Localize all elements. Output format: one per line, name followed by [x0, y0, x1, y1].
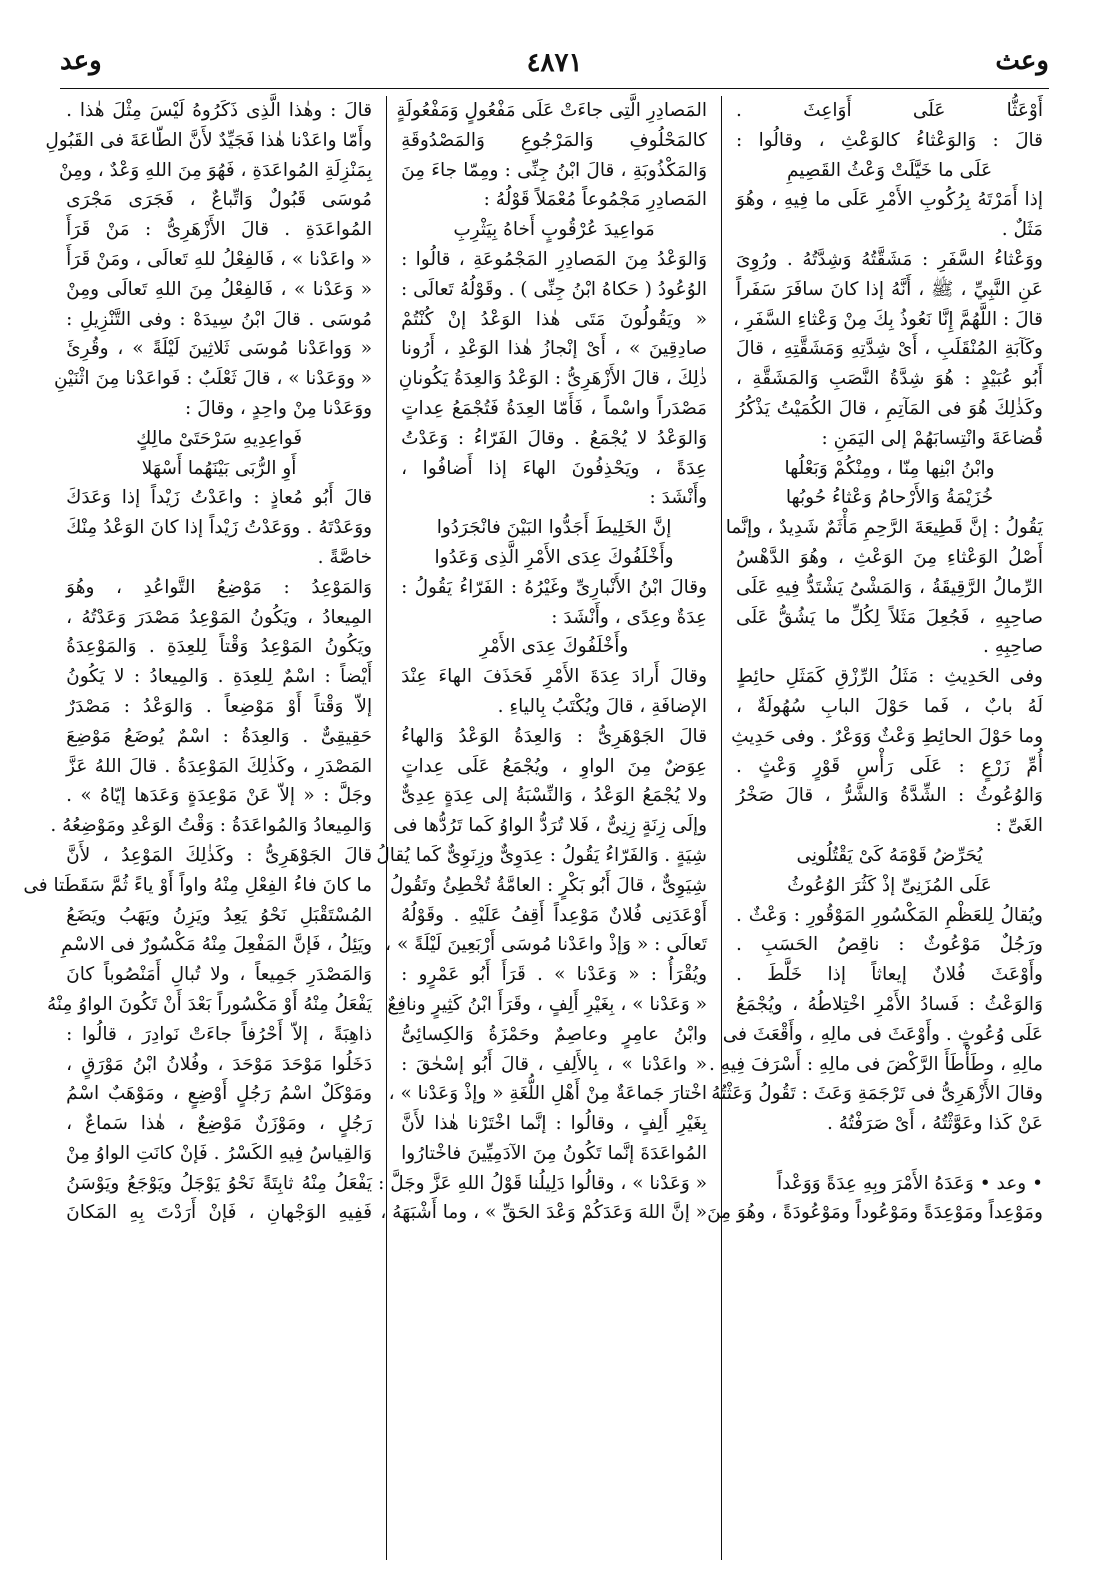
text-line: وَالمَوْعِدُ : مَوْضِعُ التَّواعُدِ ، وهُوَ: [66, 576, 373, 598]
text-line: قالَ : اللَّهُمَّ إِنَّا نَعُوذُ بِكَ مِنْ وَعْثاءِ السَّفَرِ ،: [732, 308, 1043, 330]
text-line: اخْتارَ جَماعَةٌ مِنْ أَهْلِ اللُّغَةِ « وإذْ وَعَدْنا » ،: [388, 1083, 708, 1105]
text-line: بِمَنْزِلَةِ المُواعَدَةِ ، فَهُوَ مِنَ اللهِ وَعْدٌ ، ومِنْ: [58, 159, 373, 181]
text-line: عِدَةً ، ويَحْذِفُونَ الهاءَ إذا أَضافُوا ،: [401, 457, 708, 479]
text-line: مَثَلٌ .: [1001, 219, 1043, 241]
text-line: أَوْعَثُّا عَلَى أَوَاعِثَ .: [736, 100, 1043, 121]
text-line: وأَخْلَفُوكَ عِدَى الأَمْرِ الَّذِى وَعَدُوا: [434, 546, 674, 568]
text-column-middle: [376, 96, 722, 1560]
text-line: أُمِّ زَرْعٍ : عَلَى رَأْسِ قَوْرٍ وَعْثٍ .: [736, 755, 1043, 777]
text-line: « ويَقُولُونَ مَتَى هٰذا الوَعْدُ إنْ كُنْتُمْ: [401, 308, 708, 330]
text-line: مُوسَى قَبُولٌ وَاتِّباعٌ ، فَجَرَى مَجْرَى: [66, 189, 373, 211]
text-line: أَيْضاً : اسْمٌ لِلعِدَةِ . وَالمِيعادُ : لا يَكُونُ: [66, 666, 373, 688]
text-line: الإضافَةِ ، قالَ ويُكْتَبُ بِالياءِ .: [497, 695, 708, 717]
text-line: وإلَى زِنَةٍ زِنِىٌّ ، فَلا تُرَدُّ الواوُ كَما تَرُدُّها فى: [393, 815, 708, 837]
text-line: مَصْدَراً واسْماً ، فَأَمّا العِدَةُ فَتُجْمَعُ عِداتٍ: [401, 397, 708, 419]
text-line: المِيعادُ ، ويَكُونُ المَوْعِدُ مَصْدَرَ وَعَدْتُهُ ،: [66, 606, 373, 628]
text-line: الوُعُودُ ( حَكاهُ ابْنُ جِنِّى ) . وقَوْلُهُ تَعالَى :: [400, 278, 708, 300]
page-header: [60, 40, 1049, 100]
text-line: عَلَى ما خَيَّلَتْ وَعْثُ القَصِيمِ: [786, 159, 993, 181]
text-line: يُحَرِّضُ قَوْمَهُ كَىْ يَقْتُلُونِى: [796, 844, 983, 866]
text-line: عَلَى وُعُوثٍ . وأَوْعَثَ فى مالِهِ ، وأَقْعَثَ فى: [722, 1023, 1043, 1045]
text-line: الرِّمالُ الرَّقِيقَةُ ، وَالمَشْىُ يَشْتَدُّ فِيهِ عَلَى: [736, 576, 1043, 598]
text-line: وكَآبَةِ المُنْقَلَبِ ، أَىْ شِدَّتِهِ وَمَشَقَّتِهِ ، قالَ: [736, 338, 1043, 360]
text-line: عَلَى المُزَنِىِّ إذْ كَثُرَ الوُعُوثُ: [787, 874, 992, 896]
text-line: إنَّ الخَلِيطَ أَجَدُّوا البَيْنَ فانْجَرَدُوا: [436, 517, 672, 539]
text-line: ولا يُجْمَعُ الوَعْدُ ، وَالنِّسْبَةُ إلى عِدَةٍ عِدِىٌّ: [401, 785, 708, 807]
text-line: [736, 1139, 1043, 1169]
text-line: صادِقِينَ » ، أَىْ إنْجازُ هٰذا الوَعْدِ ، أَرُونا: [401, 338, 708, 360]
text-line: وَالمَصْدَرِ جَمِيعاً ، ولا تُبالِ أَمَنْصُوباً كانَ: [66, 964, 373, 986]
text-line: إذا أَمَرْتَهُ بِرُكُوبِ الأَمْرِ عَلَى ما فِيهِ ، وهُوَ: [736, 189, 1043, 211]
text-line: مَواعِيدَ عُرْقُوبٍ أَخاهُ بِيَثْرِبِ: [453, 219, 655, 241]
text-line: شِيَةٍ . وَالفَرّاءُ يَقُولُ : عِدَوِىٌّ وزِنَوِىٌّ كَما يُقالُ: [376, 844, 708, 866]
text-line: • وعد • وَعَدَهُ الأَمْرَ وبِهِ عِدَةً وَوَعْداً: [776, 1172, 1043, 1194]
text-line: مُوسَى . قالَ ابْنُ سِيدَهْ : وفى التَّنْزِيلِ :: [66, 308, 373, 330]
text-line: المَصادِرِ الَّتِى جاءَتْ عَلَى مَفْعُولٍ وَمَفْعُولَةٍ: [396, 100, 708, 121]
text-line: عِوَضٌ مِنَ الواوِ ، ويُجْمَعُ عَلَى عِداتٍ: [401, 755, 708, 777]
text-line: رَجُلٍ ، ومَوْزَنٌ مَوْضِعٌ ، هٰذا سَماعٌ ،: [66, 1113, 373, 1135]
text-line: وابْنُ ابْنِها مِنّا ، ومِنْكُمْ وَبَعْلُها: [784, 457, 995, 479]
text-line: أَوْعَدَنِى فُلانٌ مَوْعِداً أَقِفُ عَلَيْهِ . وقَوْلُهُ: [401, 904, 708, 926]
text-line: ووَعَدْنا مِنْ واحِدٍ ، وقالَ :: [185, 397, 373, 419]
text-line: خاصَّةً .: [317, 546, 373, 568]
text-line: وأَخْلَفُوكَ عِدَى الأَمْرِ: [479, 636, 629, 658]
text-line: حَقِيقِىٌّ . وَالعِدَةُ : اسْمٌ يُوضَعُ مَوْضِعَ: [66, 725, 373, 747]
text-line: قُضاعَةَ وانْتِسابَهُمْ إلى اليَمَنِ :: [821, 427, 1043, 449]
text-line: « وَواعَدْنا مُوسَى ثَلاثِينَ لَيْلَةً » ، وقُرِئَ: [66, 338, 373, 360]
text-line: ووَعَدْتَهُ . ووَعَدْتُ زَيْداً إذا كانَ الوَعْدُ مِنْكَ: [66, 517, 373, 539]
text-line: « وَعَدْنا » ، وقالُوا دَلِيلُنا قَوْلُ اللهِ عَزَّ وجَلَّ :: [378, 1172, 708, 1194]
text-line: وَالوَعْدُ لا يُجْمَعُ . وقالَ الفَرّاءُ : وَعَدْتُ: [401, 427, 708, 449]
text-line: فَواعِدِيهِ سَرْحَتَىْ مالِكٍ: [136, 427, 303, 449]
text-columns: [23, 96, 1057, 1560]
text-line: لَهُ بابٌ ، فَما حَوْلَ البابِ سُهُولَةٌ ،: [736, 695, 1043, 717]
text-line: يَقُولُ : إنَّ قَطِيعَةَ الرَّحِمِ مَأْثَمٌ شَدِيدٌ ، وإنَّما: [725, 517, 1043, 539]
text-line: « وَعَدْنا » ، بِغَيْرِ أَلِفٍ ، وقَرَأَ ابْنُ كَثِيرٍ ونافِعٌ: [387, 993, 708, 1015]
text-line: ويُقالُ لِلعَظْمِ المَكْسُورِ المَوْقُورِ : وَعْثٌ .: [736, 904, 1043, 926]
text-line: ورَجُلٌ مَوْعُوثٌ : ناقِصُ الحَسَبِ .: [736, 934, 1043, 956]
text-line: المُسْتَقْبَلِ نَحْوُ يَعِدُ ويَزِنُ ويَهَبُ ويَضَعُ: [66, 904, 373, 926]
text-line: قالَ أَبُو مُعاذٍ : واعَدْتُ زَيْداً إذا وَعَدَكَ: [66, 487, 373, 509]
text-line: قالَ : وهٰذا الَّذِى ذَكَرُوهُ لَيْسَ مِثْلَ هٰذا .: [66, 100, 373, 121]
text-line: عَنْ كَذا وعَوَّثْتُهُ ، أَىْ صَرَفْتُهُ .: [827, 1113, 1043, 1135]
text-line: ويُقْرَأُ : « وَعَدْنا » . قَرَأَ أَبُو عَمْرٍو :: [401, 964, 708, 986]
text-column-left: [23, 96, 387, 1560]
text-line: خُزَيْمَةُ وَالأَرْحامُ وَعْثاءُ حُوبُها: [785, 487, 994, 509]
text-line: « ووَعَدْنا » ، قالَ ثَعْلَبٌ : فَواعَدْنا مِنَ اثْنَيْنِ: [54, 368, 373, 390]
header-root-word-right: وعث: [995, 46, 1049, 76]
text-line: وقالَ الأَزْهَرِىُّ فى تَرْجَمَةِ وَعَثَ : تَقُولُ وَعَثْتُهُ: [711, 1083, 1043, 1105]
text-line: أَوِ الرُّبَى بَيْنَهُما أَسْهَلا: [141, 457, 297, 479]
text-line: تَعالَى : « وَإذْ واعَدْنا مُوسَى أَرْبَعِينَ لَيْلَةً » ،: [385, 934, 708, 956]
text-line: المَصْدَرِ ، وكَذٰلِكَ المَوْعِدَةُ . قالَ اللهُ عَزَّ: [66, 755, 373, 777]
text-line: صاحِبِهِ .: [982, 636, 1043, 658]
text-line: كالمَحْلُوفِ وَالمَرْجُوعِ وَالمَصْدُوقَةِ: [401, 129, 708, 151]
text-line: المُواعَدَةِ . قالَ الأَزْهَرِىُّ : مَنْ قَرَأَ: [66, 219, 373, 241]
text-line: وابْنُ عامِرٍ وعاصِمٌ وحَمْزَةُ وَالكِسائِىُّ: [401, 1023, 708, 1045]
text-line: قالَ الجَوْهَرِىُّ : وكَذٰلِكَ المَوْعِدُ ، لأَنَّ: [66, 844, 373, 866]
text-line: وأَمّا واعَدْنا هٰذا فَجَيِّدٌ لأَنَّ الطّاعَةَ فى القَبُولِ: [45, 129, 373, 151]
text-line: ذٰلِكَ ، قالَ الأَزْهَرِىُّ : الوَعْدُ وَالعِدَةُ يَكُونانِ: [398, 368, 708, 390]
text-line: المَصادِرِ مَجْمُوعاً مُعْمَلاً قَوْلُهُ :: [483, 189, 708, 211]
text-line: المُواعَدَةَ إنَّما تَكُونُ مِنَ الآدَمِيِّينَ فاخْتارُوا: [401, 1142, 708, 1164]
text-line: ويَئِلُ ، فَإنَّ المَفْعِلَ مِنْهُ مَكْسُورٌ فى الاسْمِ: [61, 934, 373, 956]
text-line: « إنَّ اللهَ وَعَدَكُمْ وَعْدَ الحَقِّ » ، وما أَشْبَهَهُ ،: [380, 1202, 708, 1224]
text-line: وكَذٰلِكَ هُوَ فى المَآتِمِ ، قالَ الكُمَيْتُ يَذْكُرُ: [736, 397, 1043, 419]
text-line: قالَ الجَوْهَرِىُّ : وَالعِدَةُ الوَعْدُ وَالهاءُ: [401, 725, 708, 747]
page-number: ٤٨٧١: [526, 48, 583, 78]
text-line: أَصْلُ الوَعْثاءِ مِنَ الوَعْثِ ، وهُوَ الدَّهْسُ: [736, 546, 1043, 568]
text-line: ومَوْكَلٌ اسْمُ رَجُلٍ أَوْضِعٍ ، ومَوْهَبٌ اسْمُ: [66, 1083, 373, 1105]
text-line: قالَ : وَالوَعْثاءُ كالوَعْثِ ، وقالُوا :: [736, 129, 1043, 151]
text-line: بِغَيْرِ أَلِفٍ ، وقالُوا : إنَّما اخْتَرْنا هٰذا لأَنَّ: [401, 1113, 708, 1135]
text-line: يَفْعَلُ مِنْهُ أَوْ مَكْسُوراً بَعْدَ أَنْ تَكُونَ الواوُ مِنْهُ: [47, 993, 373, 1015]
text-line: شِيَوِىٌّ ، قالَ أَبُو بَكْرٍ : العامَّةُ تُخْطِئُ وتَقُولُ: [390, 874, 708, 896]
text-line: وأَنْشَدَ :: [649, 487, 708, 509]
text-line: أَبُو عُبَيْدٍ : هُوَ شِدَّةُ النَّصَبِ وَالمَشَقَّةِ ،: [736, 368, 1043, 390]
text-line: فَفِيهِ الوَجْهانِ ، فَإنْ أَرَدْتَ بِهِ المَكانَ: [66, 1202, 373, 1224]
text-line: ووَعْثاءُ السَّفَرِ : مَشَقَّتُهُ وَشِدَّتُهُ . ورُوِىَ: [736, 248, 1043, 270]
text-line: « وَعَدْنا » ، فَالفِعْلُ مِنَ اللهِ تَعالَى ومِنْ: [66, 278, 373, 300]
text-line: عِدَةٌ وعِدًى ، وأَنْشَدَ :: [551, 606, 708, 628]
text-line: وَالوَعْدُ مِنَ المَصادِرِ المَجْمُوعَةِ ، قالُوا :: [401, 248, 708, 270]
text-line: وقالَ ابْنُ الأَنْبارِىِّ وغَيْرُهُ : الفَرّاءُ يَقُولُ :: [401, 576, 708, 598]
text-line: « واعَدْنا » ، فَالفِعْلُ للهِ تَعالَى ، ومَنْ قَرَأَ: [66, 248, 373, 270]
text-line: مالِهِ ، وطَأْطَأَ الرَّكْضَ فى مالِهِ : أَسْرَفَ فِيهِ .: [709, 1053, 1043, 1075]
text-line: عَنِ النَّبِيِّ ، ﷺ ، أَنَّهُ إذا كانَ سافَرَ سَفَراً: [736, 278, 1043, 300]
text-line: وَالمِيعادُ وَالمُواعَدَةُ : وَقْتُ الوَعْدِ ومَوْضِعُهُ .: [50, 815, 373, 837]
text-line: « واعَدْنا » ، بِالأَلِفِ ، قالَ أَبُو إسْحٰقَ :: [401, 1053, 708, 1075]
text-line: وجَلَّ : « إلاّ عَنْ مَوْعِدَةٍ وَعَدَها إيّاهُ » .: [66, 785, 373, 807]
text-line: ذاهِبَةً ، إلاّ أَحْرُفاً جاءَتْ نَوادِرَ ، قالُوا :: [66, 1023, 373, 1045]
text-line: وَالوُعُوثُ : الشِّدَّةُ وَالشَّرُّ ، قالَ صَخْرُ: [736, 785, 1043, 807]
text-line: ما كانَ فاءُ الفِعْلِ مِنْهُ واواً أَوْ ياءً ثُمَّ سَقَطَتا فى: [23, 874, 373, 896]
text-line: الغَىِّ :: [995, 815, 1043, 837]
text-line: وفى الحَدِيثِ : مَثَلُ الرِّزْقِ كَمَثَلِ حائِطٍ: [736, 666, 1043, 688]
text-line: وَالمَكْذُوبَةِ ، قالَ ابْنُ جِنِّى : ومِمّا جاءَ مِنَ: [401, 159, 708, 181]
header-root-word-left: وعد: [60, 46, 102, 76]
header-rule: [60, 88, 1049, 89]
text-line: إلاّ وَقْتاً أَوْ مَوْضِعاً . وَالوَعْدُ : مَصْدَرٌ: [66, 695, 373, 717]
text-line: وأَوْعَثَ فُلانٌ إيعاثاً إذا خَلَّطَ .: [736, 964, 1043, 986]
text-line: ويَكُونُ المَوْعِدُ وَقْتاً لِلعِدَةِ . وَالمَوْعِدَةُ: [66, 636, 373, 658]
text-line: ومَوْعِداً ومَوْعِدَةً ومَوْعُوداً ومَوْعُودَةً ، وهُوَ مِنَ: [707, 1202, 1043, 1224]
text-column-right: [707, 96, 1057, 1560]
text-line: دَخَلُوا مَوْحَدَ مَوْحَدَ ، وفُلانُ ابْنُ مَوْرَقٍ ،: [66, 1053, 373, 1075]
text-line: يَفْعَلُ مِنْهُ ثابِتَةً نَحْوُ يَوْجَلُ ويَوْجَعُ ويَوْسَنُ: [66, 1172, 373, 1194]
text-line: وَالوَعْثُ : فَسادُ الأَمْرِ اخْتِلاطُهُ ، ويُجْمَعُ: [736, 993, 1043, 1015]
text-line: وَالقِياسُ فِيهِ الكَسْرُ . فَإنْ كانَتِ الواوُ مِنْ: [65, 1142, 373, 1164]
text-line: صاحِبِهِ ، فَجُعِلَ مَثَلاً لِكُلِّ ما يَشُقُّ عَلَى: [736, 606, 1043, 628]
text-line: وما حَوْلَ الحائِطِ وَعْثٌ وَوَعْرٌ . وفى حَدِيثِ: [731, 725, 1043, 747]
text-line: وقالَ أَرادَ عِدَةَ الأَمْرِ فَحَذَفَ الهاءَ عِنْدَ: [401, 666, 708, 688]
